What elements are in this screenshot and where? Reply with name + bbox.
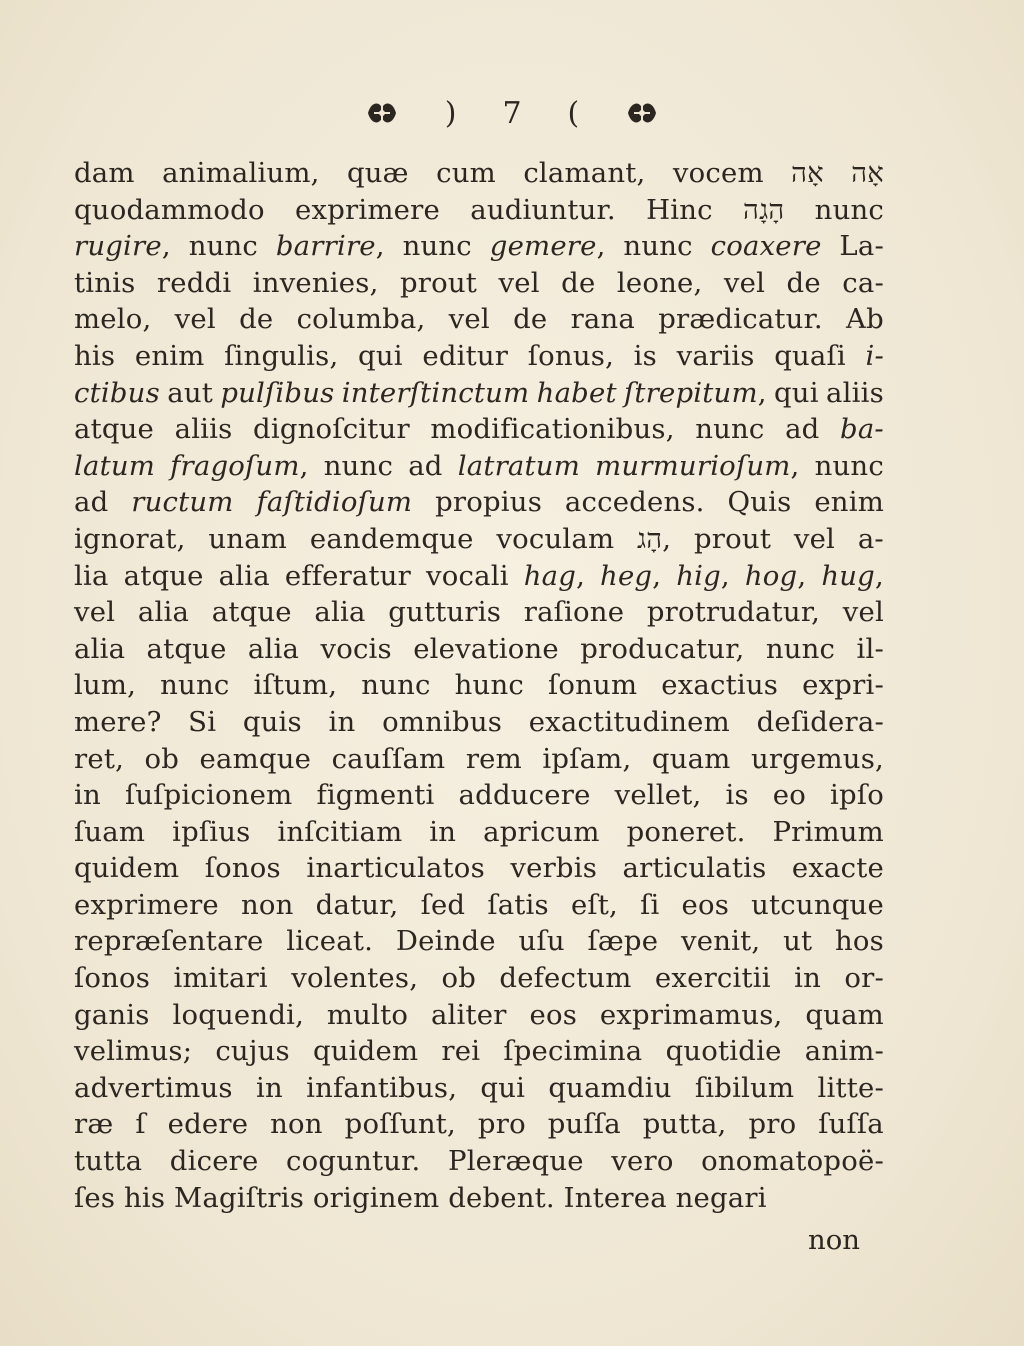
word: animalium,	[162, 157, 320, 189]
word: vocem	[672, 157, 764, 189]
word: figmenti	[316, 779, 435, 812]
word: ipſam,	[542, 742, 632, 775]
word: rem	[465, 742, 522, 775]
word: inarticulatos	[306, 852, 485, 885]
word: venit,	[680, 925, 761, 958]
word: murmurioſum,	[595, 449, 800, 482]
word: La-	[839, 230, 884, 263]
word: alia	[247, 632, 300, 665]
word: prout	[694, 522, 772, 555]
word: aliter	[430, 998, 507, 1031]
running-head	[0, 88, 1024, 138]
word: exprimamus,	[599, 998, 783, 1031]
word: leone,	[616, 266, 703, 299]
word: repræſentare	[74, 925, 264, 958]
word: ret,	[74, 742, 125, 775]
text-line	[74, 594, 884, 631]
text-line	[74, 777, 884, 814]
word: nunc	[814, 449, 884, 482]
word: eamque	[199, 742, 312, 775]
word: imitari	[173, 962, 268, 995]
text-line	[74, 375, 884, 412]
word: uſu	[518, 925, 565, 958]
text-line	[74, 1143, 884, 1180]
word: de	[513, 303, 548, 336]
word: ſed	[420, 888, 466, 921]
word: quidem	[312, 1035, 419, 1068]
word: ſpecimina	[503, 1035, 643, 1068]
word: in	[255, 1071, 283, 1104]
word: ipſius	[172, 815, 251, 848]
word: vocis	[320, 632, 392, 665]
word: rei	[441, 1035, 481, 1068]
text-line	[74, 704, 884, 741]
text-line	[74, 448, 884, 485]
word: Primum	[772, 815, 884, 848]
word: exactius	[661, 669, 779, 702]
word: vocali	[426, 559, 509, 592]
word: onomatopoë-	[701, 1145, 884, 1178]
word: ctibus	[74, 376, 160, 409]
word: exprimere	[295, 193, 440, 226]
word: apricum	[483, 815, 600, 848]
word: invenies,	[252, 266, 379, 299]
word: Deinde	[395, 925, 496, 958]
left-fleuron-icon	[365, 98, 399, 128]
word: pulſibus	[220, 376, 335, 409]
word: omnibus	[382, 705, 503, 738]
word: variis	[676, 339, 755, 372]
word: pro	[748, 1108, 797, 1141]
word: vel	[723, 266, 766, 299]
word: in	[794, 962, 822, 995]
word: אָה	[851, 157, 884, 189]
word: Interea	[563, 1181, 667, 1214]
word: datur,	[315, 888, 399, 921]
word: nunc	[695, 413, 765, 446]
word: nunc	[623, 230, 693, 263]
word: inſcitiam	[277, 815, 403, 848]
word: nunc	[361, 669, 431, 702]
word: atque	[211, 596, 292, 629]
word: is	[725, 779, 749, 812]
word: prout	[399, 266, 478, 299]
word: puſſa	[547, 1108, 621, 1141]
word: Hinc	[646, 193, 713, 226]
word: ob	[144, 742, 180, 775]
word: clamant,	[523, 157, 646, 189]
word: pro	[477, 1108, 526, 1141]
word: il-	[856, 632, 884, 665]
word: protrudatur,	[646, 596, 821, 629]
word: ſuſpicionem	[124, 779, 293, 812]
word: ad	[74, 486, 109, 519]
word: heg,	[600, 559, 662, 592]
word: ignorat,	[74, 522, 186, 555]
word: tutta	[74, 1145, 143, 1178]
word: exprimere	[74, 888, 219, 921]
word: Pleræque	[447, 1145, 584, 1178]
word: utcunque	[751, 888, 884, 921]
word: debent.	[448, 1181, 555, 1214]
word: poneret.	[626, 815, 746, 848]
word: dicere	[169, 1145, 259, 1178]
word: nunc	[402, 230, 472, 263]
text-line	[74, 997, 884, 1034]
word: alia	[314, 596, 366, 629]
word: quodammodo	[74, 193, 265, 226]
right-fleuron-icon	[625, 98, 659, 128]
word: Magiſtris	[174, 1181, 305, 1214]
word: ut	[783, 925, 813, 958]
word: ſuam	[74, 815, 146, 848]
word: loquendi,	[172, 998, 305, 1031]
word: nunc	[323, 449, 394, 482]
word: barrire,	[275, 230, 385, 263]
word: ſi	[640, 888, 660, 921]
word: ipſo	[830, 779, 884, 812]
word: hig,	[676, 559, 730, 592]
word: fragoſum,	[170, 449, 309, 482]
text-line	[74, 192, 884, 229]
word: nunc	[160, 669, 230, 702]
word: Ab	[846, 303, 884, 336]
word: elevatione	[413, 632, 559, 665]
text-line	[74, 741, 884, 778]
word: nunc	[188, 230, 259, 263]
word: audiuntur.	[470, 193, 616, 226]
text-line	[74, 1106, 884, 1143]
word: eos	[529, 998, 578, 1031]
word: ructum	[131, 486, 234, 519]
text-line	[74, 411, 884, 448]
word: his	[74, 339, 116, 372]
word: prædicatur.	[658, 303, 823, 336]
word: lia	[74, 559, 109, 592]
word: ſtrepitum,	[624, 376, 767, 409]
word: ſonum	[548, 669, 638, 702]
word: his	[123, 1181, 166, 1214]
word: coaxere	[710, 230, 822, 263]
text-line	[74, 484, 884, 521]
text-line	[74, 558, 884, 595]
word: negari	[675, 1181, 767, 1214]
word: multo	[326, 998, 409, 1031]
word: ſonus,	[527, 339, 615, 372]
word: anim-	[804, 1035, 884, 1068]
word: אָה	[791, 157, 824, 189]
word: ob	[441, 962, 477, 995]
word: enim	[814, 486, 884, 519]
word: quotidie	[665, 1035, 782, 1068]
word: expri-	[802, 669, 884, 702]
text-line	[74, 1070, 884, 1107]
word: coguntur.	[286, 1145, 421, 1178]
word: atque	[123, 559, 204, 592]
word: propius	[435, 486, 543, 519]
body-text	[74, 155, 884, 1216]
word: hos	[835, 925, 884, 958]
word: Si	[188, 705, 217, 738]
text-line	[74, 265, 884, 302]
word: advertimus	[74, 1071, 233, 1104]
text-line	[74, 521, 884, 558]
word: cum	[436, 157, 496, 189]
word: ſes	[74, 1181, 116, 1214]
word: hug,	[821, 559, 884, 592]
text-line	[74, 301, 884, 338]
word: unam	[208, 522, 288, 555]
word: vellet,	[614, 779, 702, 812]
word: rugire,	[74, 230, 171, 263]
word: alia	[218, 559, 270, 592]
word: voculam	[496, 522, 615, 555]
word: verbis	[510, 852, 598, 885]
word: quam	[651, 742, 731, 775]
word: הָגָה	[743, 193, 785, 226]
word: quaſi	[774, 339, 846, 372]
word: ſonos	[74, 962, 151, 995]
word: gutturis	[388, 596, 502, 629]
page-number: 7	[502, 95, 522, 131]
text-line	[74, 814, 884, 851]
word: enim	[134, 339, 205, 372]
word: aut	[167, 376, 213, 409]
text-line	[74, 338, 884, 375]
word: or-	[844, 962, 884, 995]
word: raſione	[523, 596, 625, 629]
word: aliis	[826, 376, 884, 409]
word: gemere,	[489, 230, 606, 263]
word: columba,	[296, 303, 426, 336]
word: atque	[74, 413, 155, 446]
word: hunc	[454, 669, 524, 702]
word: ad	[408, 449, 443, 482]
word: ſonos	[204, 852, 281, 885]
word: atque	[146, 632, 227, 665]
word: is	[633, 339, 657, 372]
word: defectum	[499, 962, 632, 995]
word: alia	[137, 596, 190, 629]
word: ſ	[135, 1108, 146, 1141]
word: aliis	[174, 413, 233, 446]
word: quam	[805, 998, 884, 1031]
word: lum,	[74, 669, 137, 702]
word: quis	[242, 705, 302, 738]
word: alia	[74, 632, 126, 665]
word: de	[561, 266, 596, 299]
word: i-	[865, 339, 884, 372]
word: de	[239, 303, 274, 336]
word: articulatis	[622, 852, 767, 885]
word: nunc	[765, 632, 836, 665]
word: habet	[536, 376, 617, 409]
word: exactitudinem	[528, 705, 730, 738]
word: hag,	[523, 559, 586, 592]
word: ſingulis,	[224, 339, 339, 372]
word: deſidera-	[756, 705, 884, 738]
word: non	[270, 1108, 323, 1141]
word: tinis	[74, 266, 136, 299]
word: non	[240, 888, 294, 921]
word: adducere	[458, 779, 591, 812]
word: reddi	[156, 266, 232, 299]
word: ræ	[74, 1108, 114, 1141]
word: in	[328, 705, 356, 738]
text-line	[74, 631, 884, 668]
word: volentes,	[291, 962, 419, 995]
word: eos	[681, 888, 730, 921]
text-line	[74, 1033, 884, 1070]
word: rana	[570, 303, 636, 336]
word: in	[429, 815, 457, 848]
word: ba-	[840, 413, 884, 446]
word: qui	[358, 339, 403, 372]
word: efferatur	[284, 559, 412, 592]
text-line	[74, 228, 884, 265]
text-line	[74, 1180, 884, 1217]
word: qui	[774, 376, 819, 409]
word: interſtinctum	[341, 376, 530, 409]
word: ca-	[842, 266, 884, 299]
word: melo,	[74, 303, 152, 336]
word: ad	[785, 413, 820, 446]
word: ſibilum	[694, 1071, 795, 1104]
word: vel	[793, 522, 836, 555]
word: litte-	[817, 1071, 884, 1104]
word: dignoſcitur	[253, 413, 410, 446]
word: latratum	[457, 449, 580, 482]
word: vel	[448, 303, 490, 336]
word: exercitii	[654, 962, 771, 995]
word: accedens.	[564, 486, 705, 519]
word: iſtum,	[253, 669, 338, 702]
text-line	[74, 923, 884, 960]
word: quidem	[74, 852, 180, 885]
word: urgemus,	[750, 742, 884, 775]
word: eo	[772, 779, 807, 812]
word: ganis	[74, 998, 150, 1031]
word: mere?	[74, 705, 162, 738]
word: quamdiu	[548, 1071, 672, 1104]
page-mark-right: (	[567, 95, 580, 131]
word: modificationibus,	[430, 413, 675, 446]
word: editur	[422, 339, 509, 372]
word: quæ	[346, 157, 409, 189]
word: eſt,	[570, 888, 618, 921]
word: vero	[611, 1145, 674, 1178]
word: velimus;	[74, 1035, 193, 1068]
word: ſatis	[487, 888, 549, 921]
text-line	[74, 960, 884, 997]
word: Quis	[727, 486, 792, 519]
word: latum	[74, 449, 156, 482]
word: hog,	[744, 559, 807, 592]
word: in	[74, 779, 101, 812]
word: eandemque	[309, 522, 474, 555]
word: cujus	[215, 1035, 290, 1068]
word: poſſunt,	[344, 1108, 456, 1141]
word: a-	[857, 522, 884, 555]
word: putta,	[642, 1108, 727, 1141]
catchword: non	[808, 1224, 860, 1256]
word: liceat.	[286, 925, 374, 958]
word: dam	[74, 157, 135, 189]
word: de	[786, 266, 821, 299]
word: ſæpe	[587, 925, 659, 958]
word: edere	[167, 1108, 249, 1141]
text-line	[74, 667, 884, 704]
word: vel	[174, 303, 216, 336]
word: הָג,	[636, 522, 672, 555]
word: vel	[74, 596, 116, 629]
text-line	[74, 850, 884, 887]
word: originem	[312, 1181, 440, 1214]
word: vel	[842, 596, 884, 629]
word: cauſſam	[331, 742, 446, 775]
text-line	[74, 887, 884, 924]
word: faſtidioſum	[256, 486, 413, 519]
word: vel	[498, 266, 540, 299]
word: exacte	[791, 852, 884, 885]
word: nunc	[814, 193, 884, 226]
word: producatur,	[580, 632, 745, 665]
text-line	[74, 155, 884, 192]
word: ſuſſa	[818, 1108, 884, 1141]
word: qui	[480, 1071, 526, 1104]
page-mark-left: )	[444, 95, 457, 131]
word: infantibus,	[306, 1071, 458, 1104]
